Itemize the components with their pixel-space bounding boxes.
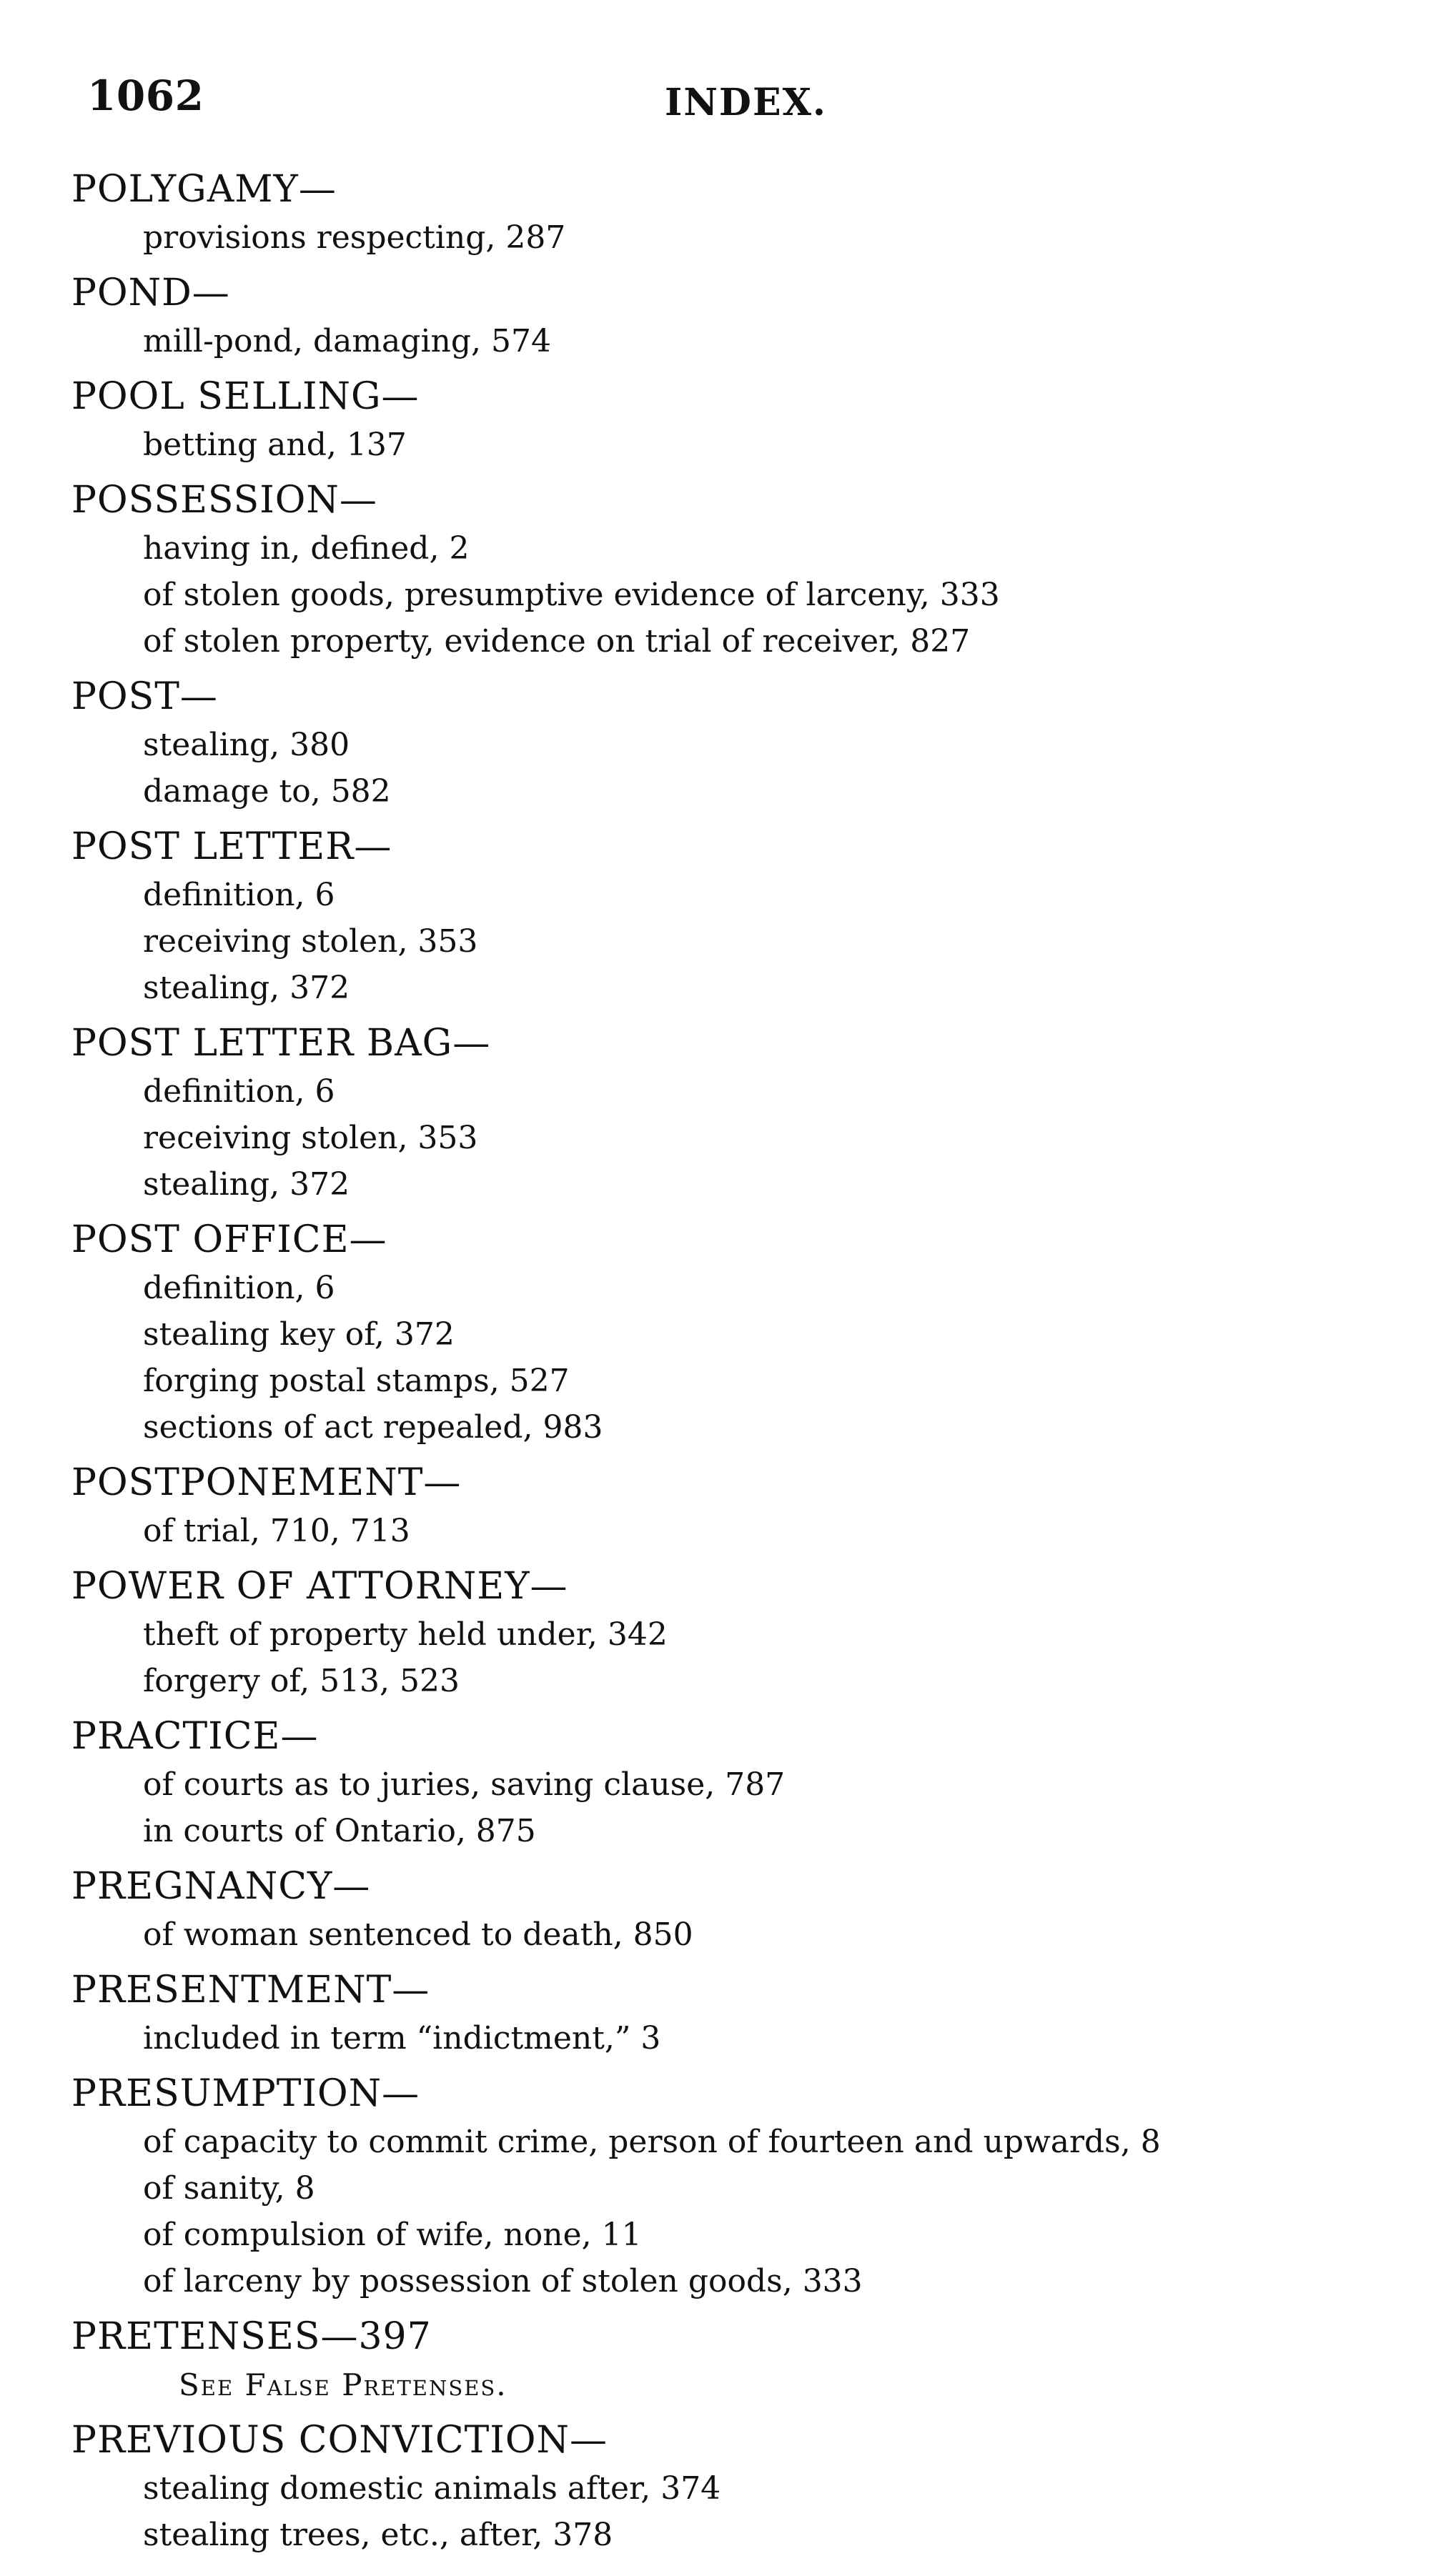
subentry: of larceny by possession of stolen goods, 333	[143, 2263, 863, 2299]
entry-heading: POOL SELLING—	[71, 375, 420, 418]
index-list	[71, 164, 1394, 2565]
subentry: of woman sentenced to death, 850	[143, 1916, 693, 1953]
entry-heading: POST OFFICE—	[71, 1218, 387, 1261]
subentry: definition, 6	[143, 877, 335, 913]
subentry-list	[143, 1508, 1394, 1554]
entry-heading: POST LETTER BAG—	[71, 1022, 491, 1065]
subentry-list	[143, 1611, 1394, 1704]
subentry: theft of property held under, 342	[143, 1616, 668, 1653]
entry-heading: POWER OF ATTORNEY—	[71, 1565, 568, 1608]
subentry: sections of act repealed, 983	[143, 1409, 603, 1446]
entry-heading: POSTPONEMENT—	[71, 1461, 462, 1504]
subentry-list	[143, 1068, 1394, 1208]
subentry: of courts as to juries, saving clause, 787	[143, 1766, 786, 1803]
index-entry	[71, 268, 1394, 364]
index-entry	[71, 1711, 1394, 1854]
subentry-list	[143, 2465, 1394, 2558]
subentry: stealing trees, etc., after, 378	[143, 2517, 613, 2553]
subentry: included in term “indictment,” 3	[143, 2020, 661, 2057]
subentry: of stolen property, evidence on trial of receiver, 827	[143, 623, 971, 660]
subentry: betting and, 137	[143, 427, 407, 463]
subentry: mill-pond, damaging, 574	[143, 323, 551, 359]
entry-heading: PRESENTMENT—	[71, 1969, 430, 2011]
index-entry	[71, 1458, 1394, 1554]
index-entry	[71, 822, 1394, 1011]
index-entry	[71, 1215, 1394, 1451]
index-entry	[71, 164, 1394, 261]
index-entry	[71, 1861, 1394, 1958]
subentry: damage to, 582	[143, 773, 391, 810]
entry-heading: POST—	[71, 675, 218, 718]
entry-heading: POND—	[71, 272, 230, 314]
entry-heading: PRESUMPTION—	[71, 2072, 420, 2115]
subentry-list	[143, 214, 1394, 261]
subentry: of stolen goods, presumptive evidence of larceny, 333	[143, 577, 1000, 613]
subentry-list	[143, 525, 1394, 665]
index-entry	[71, 372, 1394, 468]
subentry: stealing, 380	[143, 727, 350, 763]
index-entry	[71, 1965, 1394, 2062]
subentry: stealing, 372	[143, 1166, 350, 1203]
subentry: definition, 6	[143, 1270, 335, 1306]
subentry: provisions respecting, 287	[143, 219, 566, 256]
subentry: forging postal stamps, 527	[143, 1363, 570, 1399]
subentry: of compulsion of wife, none, 11	[143, 2217, 642, 2253]
page-number: 1062	[87, 71, 204, 120]
running-head: INDEX.	[665, 81, 828, 124]
entry-heading: POST LETTER—	[71, 825, 392, 868]
subentry: stealing domestic animals after, 374	[143, 2470, 721, 2507]
index-entry	[71, 672, 1394, 815]
index-entry	[71, 2069, 1394, 2304]
subentry-list	[143, 318, 1394, 364]
subentry-list	[143, 1265, 1394, 1451]
entry-heading: PREVIOUS CONVICTION—	[71, 2419, 608, 2462]
subentry: of sanity, 8	[143, 2170, 315, 2207]
entry-heading: POSSESSION—	[71, 479, 377, 522]
index-entry	[71, 1561, 1394, 1704]
subentry-list	[143, 1911, 1394, 1958]
subentry-list	[143, 2015, 1394, 2062]
subentry: forgery of, 513, 523	[143, 1663, 460, 1699]
subentry: of capacity to commit crime, person of fourteen and upwards, 8	[143, 2124, 1161, 2160]
subentry: having in, defined, 2	[143, 530, 470, 567]
subentry-list	[143, 722, 1394, 815]
index-entry	[71, 2415, 1394, 2558]
subentry: stealing, 372	[143, 970, 350, 1006]
subentry-list	[143, 422, 1394, 468]
entry-heading: PREGNANCY—	[71, 1865, 371, 1908]
entry-heading: POLYGAMY—	[71, 168, 337, 211]
subentry-list	[143, 1761, 1394, 1854]
subentry-list	[143, 2119, 1394, 2304]
subentry: in courts of Ontario, 875	[143, 1813, 536, 1849]
subentry-list	[143, 872, 1394, 1011]
subentry: receiving stolen, 353	[143, 923, 478, 960]
subentry: of trial, 710, 713	[143, 1513, 410, 1549]
entry-heading: PRACTICE—	[71, 1715, 319, 1758]
index-entry	[71, 2312, 1394, 2408]
entry-heading: PRETENSES—397	[71, 2315, 432, 2358]
see-reference: See False Pretenses.	[179, 2367, 507, 2402]
subentry: stealing key of, 372	[143, 1316, 455, 1353]
subentry: receiving stolen, 353	[143, 1120, 478, 1156]
index-entry	[71, 475, 1394, 665]
index-entry	[71, 1018, 1394, 1208]
subentry: definition, 6	[143, 1073, 335, 1110]
